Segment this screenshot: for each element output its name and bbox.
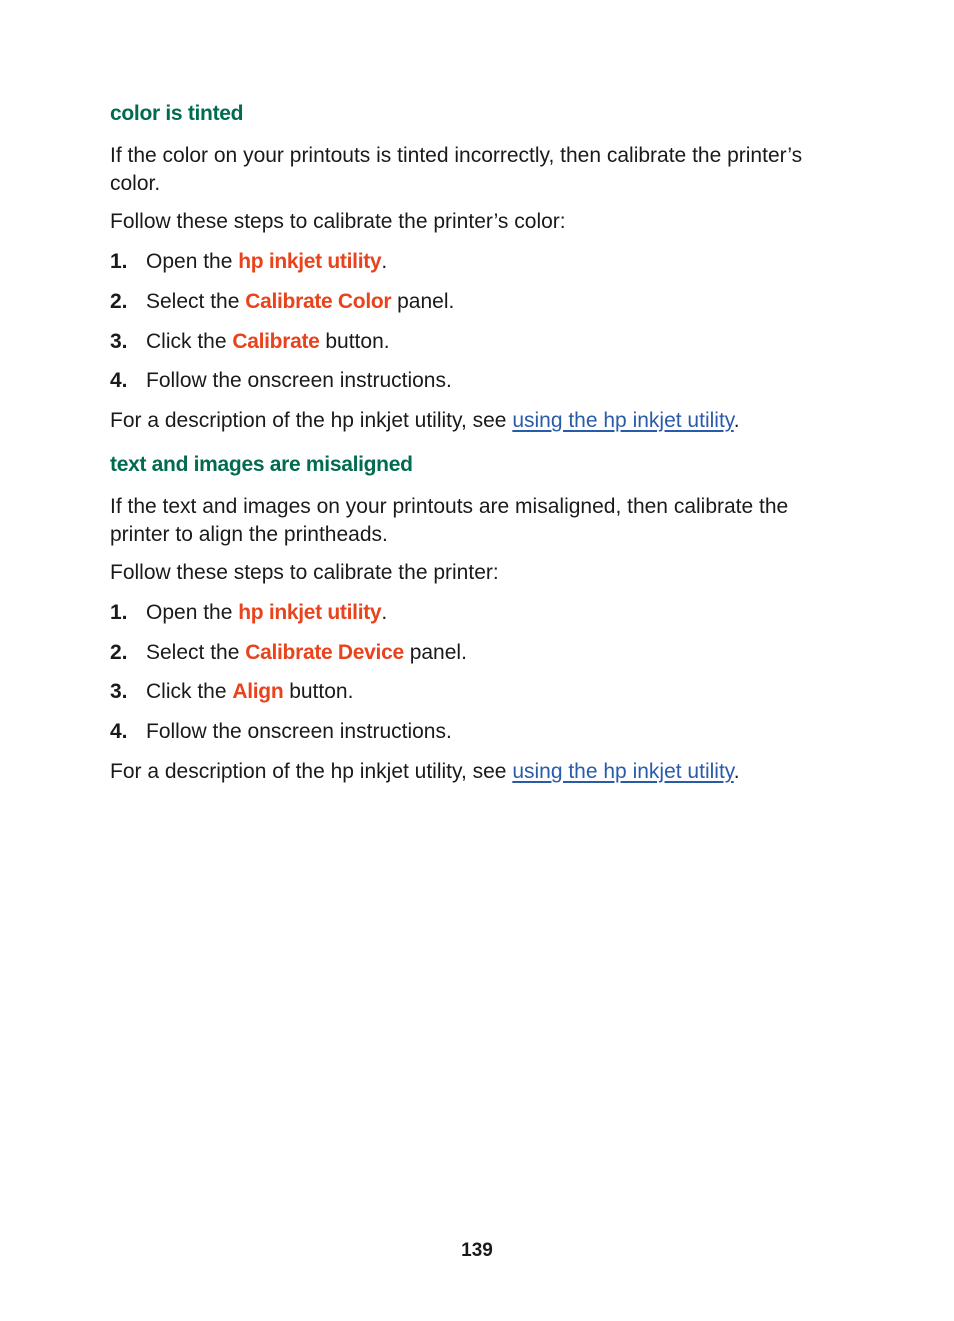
step-text: Follow the onscreen instructions. (146, 369, 452, 392)
steps-intro: Follow these steps to calibrate the printer’s color: (110, 210, 566, 233)
step-number: 3. (110, 330, 128, 353)
step-keyword: hp inkjet utility (238, 250, 382, 273)
step-item (110, 248, 387, 276)
step-item (110, 678, 353, 706)
step-item (110, 288, 454, 316)
reference-text: For a description of the hp inkjet utility, see (110, 760, 513, 783)
reference-line (110, 758, 845, 786)
step-item (110, 367, 452, 395)
step-number: 2. (110, 641, 128, 664)
step-keyword: Calibrate (232, 330, 320, 353)
section-heading-color-tinted: color is tinted (110, 102, 244, 125)
step-item (110, 639, 467, 667)
step-keyword: Align (232, 680, 284, 703)
step-text-end: . (381, 601, 388, 624)
step-text: Select the (146, 641, 246, 664)
hp-inkjet-utility-link[interactable]: using the hp inkjet utility (512, 760, 734, 783)
step-number: 3. (110, 680, 128, 703)
step-text: Click the (146, 330, 233, 353)
step-text-end: button. (283, 680, 354, 703)
section-intro: If the color on your printouts is tinted incorrectly, then calibrate the printer’s color. (110, 144, 803, 195)
step-number: 1. (110, 250, 128, 273)
reference-text: For a description of the hp inkjet utility, see (110, 409, 513, 432)
step-text: Open the (146, 250, 239, 273)
step-keyword: hp inkjet utility (238, 601, 382, 624)
step-number: 4. (110, 720, 128, 743)
hp-inkjet-utility-link[interactable]: using the hp inkjet utility (512, 409, 734, 432)
step-text: Follow the onscreen instructions. (146, 720, 452, 743)
step-text-end: panel. (403, 641, 467, 664)
step-text: Select the (146, 290, 246, 313)
section-heading-misaligned: text and images are misaligned (110, 453, 413, 476)
step-item (110, 599, 387, 627)
step-item (110, 328, 390, 356)
step-number: 4. (110, 369, 128, 392)
step-text: Open the (146, 601, 239, 624)
reference-period: . (733, 760, 740, 783)
step-keyword: Calibrate Color (245, 290, 392, 313)
reference-period: . (733, 409, 740, 432)
step-text: Click the (146, 680, 233, 703)
step-text-end: . (381, 250, 388, 273)
step-number: 1. (110, 601, 128, 624)
step-text-end: panel. (391, 290, 455, 313)
step-keyword: Calibrate Device (245, 641, 404, 664)
step-text-end: button. (319, 330, 390, 353)
reference-line (110, 407, 845, 435)
section-intro: If the text and images on your printouts are misaligned, then calibrate the printer to align the printheads. (110, 495, 789, 546)
steps-intro: Follow these steps to calibrate the printer: (110, 561, 499, 584)
step-item (110, 718, 452, 746)
step-number: 2. (110, 290, 128, 313)
page-number: 139 (461, 1240, 493, 1261)
